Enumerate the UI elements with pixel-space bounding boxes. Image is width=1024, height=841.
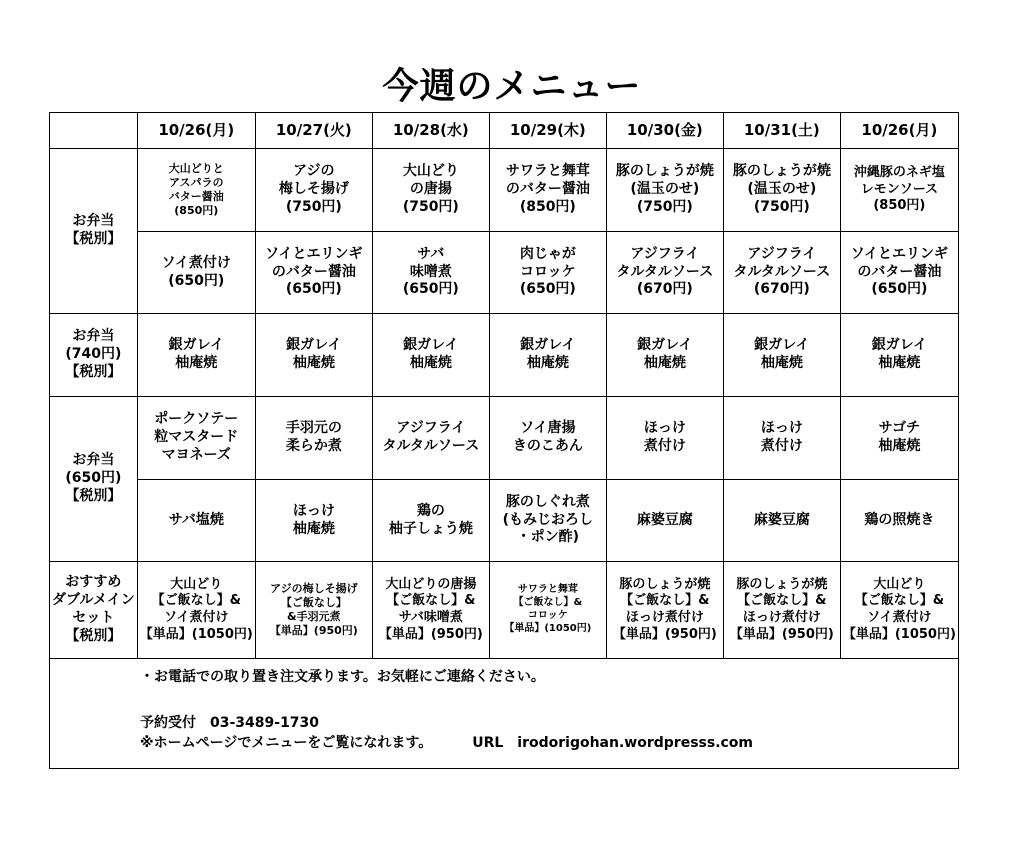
menu-cell — [372, 397, 489, 480]
menu-cell — [840, 397, 958, 480]
cell-line: サバ味噌煮 — [398, 610, 463, 625]
menu-cell — [840, 149, 958, 232]
menu-cell — [840, 314, 958, 397]
cell-line: 銀ガレイ — [168, 337, 224, 354]
footer-notes — [50, 659, 959, 769]
homepage-notice: ※ホームページでメニューをご覧になれます。 — [140, 735, 433, 751]
menu-cell — [372, 480, 489, 562]
cell-line: お弁当 — [72, 213, 115, 230]
cell-line: 柚庵焼 — [175, 355, 218, 371]
day-header: 10/30(金) — [606, 113, 723, 149]
menu-cell — [723, 562, 840, 659]
cell-line: 豚のしょうが焼 — [615, 163, 714, 180]
cell-line: 【税別】 — [65, 487, 122, 504]
menu-cell — [137, 397, 255, 480]
cell-line: ほっけ — [292, 502, 335, 519]
day-header: 10/26(月) — [137, 113, 255, 149]
menu-cell — [606, 149, 723, 232]
cell-line: 粒マスタード — [154, 429, 239, 446]
cell-line: 【単品】(1050円) — [139, 626, 253, 642]
table-row — [50, 232, 959, 314]
cell-line: ソイ煮付け — [867, 610, 932, 625]
menu-cell — [840, 232, 958, 314]
cell-line: タルタルソース — [382, 438, 480, 454]
cell-line: (650円) — [65, 470, 122, 487]
cell-line: (670円) — [636, 281, 693, 298]
cell-line: 銀ガレイ — [871, 337, 928, 354]
menu-body — [50, 113, 959, 769]
day-header: 10/28(水) — [372, 113, 489, 149]
menu-cell — [372, 232, 489, 314]
cell-line: 【ご飯なし】& — [386, 593, 476, 609]
cell-line: コロッケ — [519, 263, 576, 280]
cell-line: (温玉のせ) — [747, 181, 817, 198]
row-label — [50, 149, 138, 314]
cell-line: (750円) — [285, 198, 342, 215]
cell-line: 【ご飯なし】 — [280, 595, 347, 609]
cell-line: ソイとエリンギ — [265, 245, 363, 262]
table-row — [50, 113, 959, 149]
cell-line: 【単品】(950円) — [269, 624, 358, 638]
cell-line: (650円) — [168, 272, 225, 289]
menu-cell — [255, 149, 372, 232]
cell-line: ほっけ — [760, 420, 803, 437]
cell-line: タルタルソース — [733, 263, 831, 280]
cell-line: のバター醤油 — [505, 181, 590, 198]
cell-line: 銀ガレイ — [286, 337, 342, 354]
day-header: 10/27(火) — [255, 113, 372, 149]
cell-line: 梅しそ揚げ — [278, 181, 349, 198]
cell-line: (750円) — [636, 198, 693, 215]
cell-line: のバター醤油 — [271, 263, 356, 280]
cell-line: 麻婆豆腐 — [636, 511, 693, 528]
cell-line: (850円) — [873, 198, 926, 214]
cell-line: 煮付け — [760, 438, 803, 454]
cell-line: 【ご飯なし】& — [151, 593, 241, 609]
cell-line: 鶏の照焼き — [864, 511, 935, 528]
cell-line: アスパラの — [169, 175, 224, 189]
cell-line: 手羽元の — [285, 420, 342, 437]
cell-line: ポークソテー — [154, 411, 239, 428]
cell-line: マヨネーズ — [161, 446, 231, 463]
menu-cell — [489, 232, 606, 314]
cell-line: 銀ガレイ — [637, 337, 693, 354]
menu-cell — [137, 314, 255, 397]
menu-cell — [137, 149, 255, 232]
cell-line: 鶏の — [416, 502, 445, 519]
table-row — [50, 480, 959, 562]
table-row — [50, 397, 959, 480]
cell-line: お弁当 — [72, 328, 115, 345]
cell-line: (650円) — [285, 281, 342, 298]
cell-line: おすすめ — [65, 574, 122, 591]
menu-cell — [840, 562, 958, 659]
cell-line: アジフライ — [630, 245, 700, 262]
cell-line: ほっけ煮付け — [742, 610, 821, 625]
cell-line: バター醤油 — [168, 190, 224, 203]
menu-cell — [489, 562, 606, 659]
cell-line: 【ご飯なし】& — [737, 593, 827, 609]
cell-line: 柚庵焼 — [409, 355, 452, 371]
page-title: 今週のメニュー — [382, 66, 642, 107]
cell-line: 豚のしょうが焼 — [732, 163, 831, 180]
menu-cell — [489, 149, 606, 232]
menu-cell — [137, 562, 255, 659]
cell-line: (650円) — [519, 281, 576, 298]
cell-line: 銀ガレイ — [754, 337, 810, 354]
cell-line: 【税別】 — [65, 363, 122, 380]
cell-line: 銀ガレイ — [520, 337, 576, 354]
cell-line: サゴチ — [878, 420, 921, 437]
table-row — [50, 562, 959, 659]
cell-line: 【ご飯なし】& — [513, 597, 583, 609]
cell-line: (温玉のせ) — [630, 181, 700, 198]
cell-line: (850円) — [174, 204, 219, 218]
cell-line: ダブルメイン — [52, 592, 135, 609]
cell-line: ほっけ — [643, 420, 686, 437]
cell-line: 柚庵焼 — [878, 355, 921, 371]
menu-cell — [489, 314, 606, 397]
cell-line: 柚子しょう焼 — [388, 520, 473, 537]
menu-cell — [489, 480, 606, 562]
cell-line: 柚庵焼 — [526, 355, 569, 371]
menu-cell — [840, 480, 958, 562]
cell-line: 柚庵焼 — [643, 355, 686, 371]
cell-line: (650円) — [402, 281, 459, 298]
menu-cell — [255, 314, 372, 397]
cell-line: アジフライ — [747, 245, 817, 262]
menu-cell — [723, 314, 840, 397]
phone-order-notice: ・お電話での取り置き注文承ります。お気軽にご連絡ください。 — [140, 669, 545, 685]
cell-line: 【税別】 — [65, 627, 122, 644]
homepage-url: URL irodorigohan.wordpresss.com — [472, 735, 754, 751]
cell-line: 煮付け — [643, 438, 686, 454]
corner-cell — [50, 113, 138, 149]
cell-line: ソイ煮付け — [161, 254, 231, 271]
menu-cell — [372, 149, 489, 232]
day-header: 10/29(木) — [489, 113, 606, 149]
table-row — [50, 659, 959, 769]
cell-line: コロッケ — [527, 610, 568, 621]
cell-line: タルタルソース — [616, 263, 714, 280]
cell-line: (740円) — [65, 346, 122, 363]
table-row — [50, 149, 959, 232]
row-label — [50, 397, 138, 562]
cell-line: 【単品】(1050円) — [842, 626, 956, 642]
cell-line: 味噌煮 — [409, 263, 452, 280]
cell-line: 【単品】(1050円) — [504, 622, 592, 634]
day-header: 10/31(土) — [723, 113, 840, 149]
weekly-menu-table — [49, 112, 959, 769]
cell-line: サワラと舞茸 — [505, 163, 590, 180]
menu-cell — [723, 149, 840, 232]
row-label — [50, 562, 138, 659]
cell-line: 沖縄豚のネギ塩 — [853, 165, 945, 181]
cell-line: ソイ煮付け — [164, 610, 229, 625]
cell-line: アジフライ — [396, 420, 466, 437]
cell-line: サバ — [417, 245, 445, 262]
cell-line: (650円) — [871, 281, 928, 298]
menu-cell — [137, 480, 255, 562]
cell-line: 銀ガレイ — [403, 337, 459, 354]
cell-line: 豚のしょうが焼 — [736, 576, 828, 592]
cell-line: 柚庵焼 — [292, 520, 335, 537]
cell-line: サワラと舞茸 — [517, 584, 578, 596]
cell-line: きのこあん — [512, 438, 583, 454]
cell-line: 大山どりと — [168, 161, 224, 175]
reservation-phone: 予約受付 03-3489-1730 — [140, 715, 320, 731]
cell-line: 【単品】(950円) — [729, 626, 834, 642]
menu-cell — [606, 314, 723, 397]
cell-line: 【税別】 — [65, 231, 122, 247]
cell-line: ほっけ煮付け — [625, 610, 704, 625]
cell-line: 【単品】(950円) — [378, 626, 483, 642]
cell-line: のバター醤油 — [857, 263, 942, 280]
row-label — [50, 314, 138, 397]
cell-line: 大山どり — [873, 576, 926, 592]
cell-line: 肉じゃが — [519, 245, 576, 262]
cell-line: 豚のしょうが焼 — [619, 576, 711, 592]
cell-line: アジの梅しそ揚げ — [270, 581, 358, 595]
cell-line: (750円) — [402, 198, 459, 215]
menu-cell — [723, 397, 840, 480]
cell-line: 【ご飯なし】& — [620, 593, 710, 609]
menu-cell — [606, 562, 723, 659]
menu-cell — [606, 397, 723, 480]
menu-cell — [723, 232, 840, 314]
cell-line: ・ポン酢) — [516, 529, 580, 546]
cell-line: &手羽元煮 — [287, 610, 341, 623]
menu-cell — [372, 314, 489, 397]
cell-line: 柚庵焼 — [760, 355, 803, 371]
cell-line: ソイとエリンギ — [850, 245, 949, 262]
cell-line: (750円) — [753, 198, 810, 215]
cell-line: 柚庵焼 — [292, 355, 335, 371]
menu-cell — [255, 232, 372, 314]
cell-line: 豚のしぐれ煮 — [505, 493, 590, 510]
cell-line: 大山どり — [402, 163, 459, 180]
cell-line: アジの — [293, 163, 335, 180]
menu-cell — [255, 480, 372, 562]
cell-line: 【ご飯なし】& — [854, 593, 945, 609]
cell-line: (670円) — [753, 281, 810, 298]
menu-cell — [255, 397, 372, 480]
menu-cell — [489, 397, 606, 480]
cell-line: 柔らか煮 — [285, 438, 342, 454]
menu-cell — [255, 562, 372, 659]
cell-line: 大山どりの唐揚 — [385, 576, 477, 592]
cell-line: 【単品】(950円) — [612, 626, 717, 642]
cell-line: レモンソース — [860, 181, 939, 197]
day-header: 10/26(月) — [840, 113, 958, 149]
cell-line: セット — [72, 610, 115, 626]
menu-cell — [723, 480, 840, 562]
cell-line: サバ塩焼 — [168, 511, 224, 528]
menu-cell — [606, 480, 723, 562]
menu-cell — [372, 562, 489, 659]
cell-line: 柚庵焼 — [878, 438, 921, 454]
cell-line: の唐揚 — [409, 181, 452, 198]
cell-line: ソイ唐揚 — [520, 420, 576, 437]
menu-cell — [606, 232, 723, 314]
cell-line: (850円) — [519, 198, 576, 215]
cell-line: (もみじおろし — [502, 511, 594, 528]
cell-line: 大山どり — [170, 576, 223, 592]
cell-line: 麻婆豆腐 — [753, 511, 810, 528]
cell-line: お弁当 — [72, 452, 115, 469]
menu-cell — [137, 232, 255, 314]
table-row — [50, 314, 959, 397]
